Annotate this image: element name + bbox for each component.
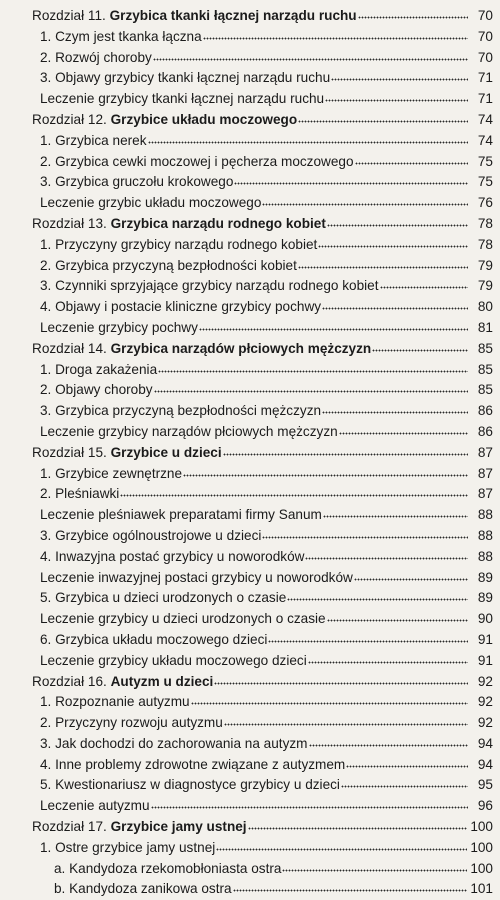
toc-entry-label [40, 755, 345, 776]
toc-section-row [32, 526, 493, 547]
toc-entry-label [54, 879, 232, 900]
toc-page-number: 91 [477, 631, 493, 647]
toc-section-title: 2. Grzybica przyczyną bezpłodności kobiet [40, 257, 297, 273]
toc-page-number: 87 [477, 486, 493, 502]
toc-entry-label [40, 775, 340, 796]
toc-entry-label [54, 859, 281, 880]
dot-leader [224, 723, 468, 726]
toc-page-number: 76 [477, 195, 493, 211]
toc-page-number: 85 [477, 340, 493, 356]
toc-section-row [32, 235, 493, 256]
toc-chapter-title: Grzybice u dzieci [110, 444, 222, 460]
toc-section-title: Leczenie grzybicy tkanki łącznej narządu ruchu [40, 91, 325, 107]
toc-section-title: 1. Droga zakażenia [40, 361, 158, 377]
toc-page-number: 86 [477, 423, 493, 439]
toc-section-title: 1. Czym jest tkanka łączna [40, 28, 202, 44]
toc-section-row [32, 859, 493, 880]
toc-page-number: 85 [477, 361, 493, 377]
toc-entry-label [32, 214, 326, 235]
toc-page-number: 87 [477, 444, 493, 460]
toc-section-title: Leczenie grzybicy narządów płciowych mężczyzn [40, 423, 338, 439]
toc-entry-label [40, 27, 202, 48]
toc-section-title: 4. Inwazyjna postać grzybicy u noworodków [40, 548, 305, 564]
toc-section-row [32, 193, 493, 214]
toc-section-row [32, 609, 493, 630]
toc-chapter-title: Autyzm u dzieci [110, 673, 214, 689]
toc-section-row [32, 505, 493, 526]
toc-entry-label [40, 193, 261, 214]
toc-section-row [32, 318, 493, 339]
toc-section-row [32, 360, 493, 381]
toc-section-row [32, 172, 493, 193]
dot-leader [262, 536, 468, 539]
dot-leader [154, 390, 468, 393]
toc-section-row [32, 401, 493, 422]
dot-leader [214, 682, 468, 685]
toc-entry-label [40, 360, 157, 381]
toc-section-row [32, 256, 493, 277]
toc-entry-label [40, 547, 304, 568]
toc-section-row [32, 630, 493, 651]
toc-section-row [32, 464, 493, 485]
toc-entry-label [32, 672, 213, 693]
dot-leader [183, 474, 468, 477]
toc-page-number: 91 [477, 652, 493, 668]
toc-section-row [32, 692, 493, 713]
dot-leader [203, 37, 468, 40]
dot-leader [234, 182, 468, 185]
dot-leader [153, 58, 468, 61]
toc-section-row [32, 568, 493, 589]
toc-section-title: 1. Przyczyny grzybicy narządu rodnego kobiet [40, 236, 318, 252]
dot-leader [233, 889, 468, 892]
toc-section-title: 3. Jak dochodzi do zachorowania na autyzm [40, 735, 308, 751]
toc-entry-label [40, 692, 190, 713]
toc-section-title: 1. Grzybica nerek [40, 132, 147, 148]
toc-section-row [32, 734, 493, 755]
toc-page-number: 88 [477, 548, 493, 564]
toc-page-number: 87 [477, 465, 493, 481]
toc-entry-label [40, 422, 338, 443]
toc-entry-label [32, 443, 222, 464]
toc-chapter-number: Rozdział 13. [32, 215, 107, 231]
dot-leader [322, 411, 468, 414]
toc-section-row [32, 879, 493, 900]
toc-page-number: 75 [477, 174, 493, 190]
toc-entry-label [40, 526, 261, 547]
toc-section-row [32, 48, 493, 69]
toc-section-row [32, 152, 493, 173]
toc-entry-label [32, 339, 371, 360]
toc-section-title: Leczenie grzybicy pochwy [40, 319, 198, 335]
toc-section-title: 2. Pleśniawki [40, 486, 120, 502]
dot-leader [325, 99, 468, 102]
toc-section-row [32, 651, 493, 672]
toc-entry-label [40, 609, 326, 630]
toc-entry-label [40, 235, 317, 256]
toc-entry-label [40, 68, 330, 89]
toc-page-number: 70 [477, 8, 493, 23]
toc-section-row [32, 297, 493, 318]
dot-leader [322, 307, 468, 310]
toc-section-row [32, 89, 493, 110]
toc-page-number: 81 [477, 319, 493, 335]
toc-section-title: Leczenie grzybic układu moczowego [40, 195, 262, 211]
toc-page-number: 89 [477, 590, 493, 606]
toc-entry-label [40, 484, 119, 505]
dot-leader [339, 432, 468, 435]
toc-page-number: 94 [477, 735, 493, 751]
toc-entry-label [40, 276, 379, 297]
toc-section-title: 1. Ostre grzybice jamy ustnej [40, 839, 216, 855]
dot-leader [346, 765, 468, 768]
toc-entry-label [40, 568, 353, 589]
toc-chapter-row [32, 6, 493, 27]
toc-section-title: 6. Grzybica układu moczowego dzieci [40, 631, 268, 647]
dot-leader [318, 245, 468, 248]
toc-page-number: 70 [477, 28, 493, 44]
toc-page-number: 71 [477, 70, 493, 86]
dot-leader [308, 661, 468, 664]
toc-page-number: 101 [470, 881, 493, 897]
toc-entry-label [40, 380, 153, 401]
toc-entry-label [40, 256, 297, 277]
toc-entry-label [40, 152, 354, 173]
toc-section-title: 2. Grzybica cewki moczowej i pęcherza moczowego [40, 153, 354, 169]
toc-page-number: 71 [477, 91, 493, 107]
toc-page-number: 94 [477, 756, 493, 772]
dot-leader [327, 224, 468, 227]
toc-page-number: 92 [477, 715, 493, 731]
dot-leader [158, 370, 468, 373]
dot-leader [287, 598, 468, 601]
toc-page-number: 95 [477, 777, 493, 793]
toc-chapter-number: Rozdział 16. [32, 673, 107, 689]
toc-section-title: b. Kandydoza zanikowa ostra [54, 881, 232, 897]
toc-chapter-number: Rozdział 12. [32, 111, 107, 127]
dot-leader [309, 744, 468, 747]
toc-entry-label [40, 588, 286, 609]
toc-section-row [32, 276, 493, 297]
toc-entry-label [40, 713, 223, 734]
toc-chapter-number: Rozdział 15. [32, 444, 107, 460]
toc-page-number: 80 [477, 299, 493, 315]
dot-leader [282, 869, 467, 872]
toc-page-number: 92 [477, 673, 493, 689]
toc-entry-label [32, 817, 247, 838]
toc-page-number: 78 [477, 236, 493, 252]
toc-entry-label [40, 505, 322, 526]
toc-section-row [32, 422, 493, 443]
toc-section-title: Leczenie autyzmu [40, 798, 150, 814]
toc-chapter-row [32, 214, 493, 235]
toc-page-number: 100 [470, 819, 493, 835]
toc-section-row [32, 796, 493, 817]
dot-leader [199, 328, 468, 331]
toc-section-title: 1. Rozpoznanie autyzmu [40, 694, 190, 710]
toc-section-title: 1. Grzybice zewnętrzne [40, 465, 183, 481]
dot-leader [355, 162, 468, 165]
toc-section-title: 3. Grzybice ogólnoustrojowe u dzieci [40, 527, 262, 543]
toc-section-title: Leczenie grzybicy u dzieci urodzonych o czasie [40, 611, 326, 627]
toc-page-number: 74 [477, 132, 493, 148]
toc-entry-label [40, 89, 324, 110]
toc-section-title: 5. Grzybica u dzieci urodzonych o czasie [40, 590, 287, 606]
dot-leader [120, 494, 468, 497]
dot-leader [298, 266, 468, 269]
toc-chapter-number: Rozdział 14. [32, 340, 107, 356]
toc-section-title: Leczenie grzybicy układu moczowego dzieci [40, 652, 307, 668]
toc-page-number: 90 [477, 611, 493, 627]
toc-page-number: 74 [477, 111, 493, 127]
toc-section-row [32, 27, 493, 48]
toc-entry-label [40, 838, 215, 859]
toc-section-title: 2. Rozwój choroby [40, 49, 152, 65]
dot-leader [148, 141, 468, 144]
toc-entry-label [40, 318, 198, 339]
toc-chapter-title: Grzybica tkanki łącznej narządu ruchu [109, 8, 357, 23]
toc-section-title: 3. Objawy grzybicy tkanki łącznej narządu ruchu [40, 70, 331, 86]
toc-entry-label [40, 796, 150, 817]
toc-section-row [32, 775, 493, 796]
toc-chapter-row [32, 110, 493, 131]
toc-page-number: 85 [477, 382, 493, 398]
dot-leader [380, 286, 468, 289]
toc-page-number: 96 [477, 798, 493, 814]
toc-chapter-row [32, 339, 493, 360]
dot-leader [354, 578, 468, 581]
dot-leader [358, 16, 468, 19]
toc-chapter-number: Rozdział 11. [32, 8, 106, 23]
toc-page-number: 75 [477, 153, 493, 169]
toc-section-title: 2. Przyczyny rozwoju autyzmu [40, 715, 223, 731]
dot-leader [248, 827, 468, 830]
toc-entry-label [40, 630, 267, 651]
toc-section-title: 5. Kwestionariusz w diagnostyce grzybicy u dzieci [40, 777, 340, 793]
toc-section-title: 3. Grzybica gruczołu krokowego [40, 174, 234, 190]
dot-leader [151, 806, 468, 809]
dot-leader [262, 203, 468, 206]
toc-page-number: 100 [470, 860, 493, 876]
toc-page-number: 78 [477, 215, 493, 231]
toc-section-row [32, 838, 493, 859]
toc-section-row [32, 380, 493, 401]
toc-page-number: 79 [477, 278, 493, 294]
toc-page-number: 88 [477, 507, 493, 523]
toc-page-number: 89 [477, 569, 493, 585]
toc-entry-label [40, 651, 307, 672]
toc-page-number: 86 [477, 403, 493, 419]
toc-page-number: 70 [477, 49, 493, 65]
dot-leader [298, 120, 468, 123]
toc-page-number: 79 [477, 257, 493, 273]
dot-leader [305, 557, 468, 560]
toc-chapter-title: Grzybica narządów płciowych mężczyzn [110, 340, 372, 356]
toc-section-row [32, 588, 493, 609]
toc-chapter-row [32, 443, 493, 464]
dot-leader [191, 702, 468, 705]
toc-page-number: 100 [470, 839, 493, 855]
toc-section-title: 3. Czynniki sprzyjające grzybicy narządu rodnego kobiet [40, 278, 379, 294]
dot-leader [268, 640, 468, 643]
toc-entry-label [40, 401, 321, 422]
toc-section-row [32, 713, 493, 734]
toc-section-title: Leczenie inwazyjnej postaci grzybicy u noworodków [40, 569, 353, 585]
toc-chapter-row [32, 817, 493, 838]
toc-entry-label [32, 110, 297, 131]
toc-entry-label [40, 172, 233, 193]
toc-entry-label [40, 48, 152, 69]
dot-leader [331, 78, 468, 81]
toc-entry-label [40, 464, 182, 485]
toc-entry-label [40, 297, 321, 318]
toc-page-number: 92 [477, 694, 493, 710]
dot-leader [372, 349, 468, 352]
dot-leader [223, 453, 468, 456]
dot-leader [341, 785, 468, 788]
toc-chapter-row [32, 672, 493, 693]
toc-page-number: 88 [477, 527, 493, 543]
toc-section-title: Leczenie pleśniawek preparatami firmy Sanum [40, 507, 322, 523]
toc-section-title: 3. Grzybica przyczyną bezpłodności mężczyzn [40, 403, 322, 419]
toc-entry-label [32, 6, 357, 27]
toc-entry-label [40, 131, 147, 152]
toc-section-title: 2. Objawy choroby [40, 382, 153, 398]
toc-chapter-title: Grzybice jamy ustnej [110, 819, 247, 835]
toc-chapter-number: Rozdział 17. [32, 819, 107, 835]
toc-section-title: 4. Inne problemy zdrowotne związane z autyzmem [40, 756, 346, 772]
toc-section-row [32, 484, 493, 505]
toc-section-title: a. Kandydoza rzekomobłoniasta ostra [54, 860, 282, 876]
toc-section-row [32, 131, 493, 152]
dot-leader [327, 619, 468, 622]
toc-section-row [32, 547, 493, 568]
toc-entry-label [40, 734, 308, 755]
toc-section-row [32, 68, 493, 89]
toc-chapter-title: Grzybice układu moczowego [110, 111, 298, 127]
toc-section-title: 4. Objawy i postacie kliniczne grzybicy pochwy [40, 299, 322, 315]
dot-leader [323, 515, 468, 518]
toc-chapter-title: Grzybica narządu rodnego kobiet [110, 215, 326, 231]
dot-leader [216, 848, 467, 851]
toc-section-row [32, 755, 493, 776]
